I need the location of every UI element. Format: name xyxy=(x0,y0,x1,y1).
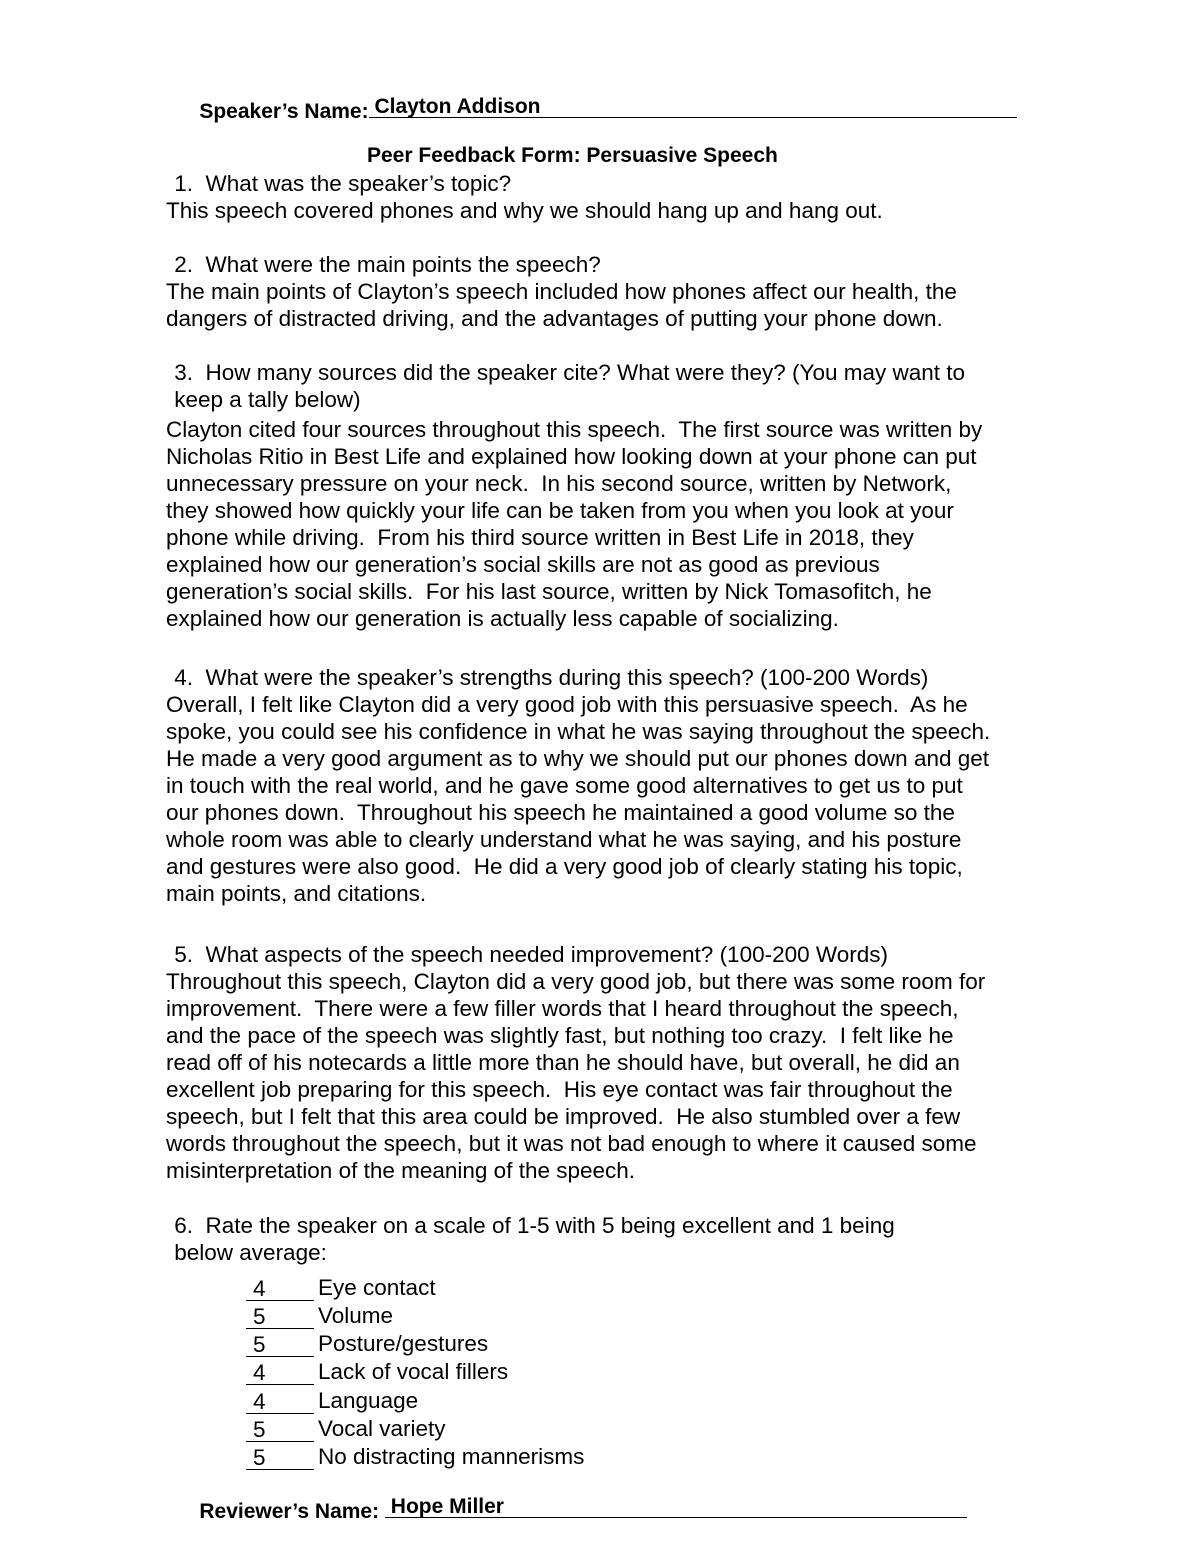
answer-4-line: main points, and citations. xyxy=(166,881,427,906)
rating-label: No distracting mannerisms xyxy=(318,1444,585,1469)
rating-label: Eye contact xyxy=(318,1275,436,1300)
rating-row-language xyxy=(246,1387,418,1414)
answer-5-line: excellent job preparing for this speech. His eye contact was fair throughout the xyxy=(166,1077,953,1102)
answer-3-line: explained how our generation is actually less capable of socializing. xyxy=(166,606,839,631)
rating-row-eye-contact xyxy=(246,1274,436,1301)
reviewer-name-row xyxy=(176,1472,967,1548)
answer-3-line: Clayton cited four sources throughout this speech. The first source was written by xyxy=(166,417,983,442)
rating-label: Posture/gestures xyxy=(318,1331,489,1356)
answer-5-line: improvement. There were a few filler words that I heard throughout the speech, xyxy=(166,996,959,1021)
question-6: 6. Rate the speaker on a scale of 1-5 with 5 being excellent and 1 being xyxy=(168,1213,895,1238)
question-4: 4. What were the speaker’s strengths during this speech? (100-200 Words) xyxy=(168,665,929,690)
question-2: 2. What were the main points the speech? xyxy=(168,252,601,277)
rating-score-field[interactable]: 4 xyxy=(246,1278,314,1301)
answer-3-line: they showed how quickly your life can be taken from you when you look at your xyxy=(166,498,954,523)
rating-label: Language xyxy=(318,1388,419,1413)
rating-label: Vocal variety xyxy=(318,1416,446,1441)
answer-4-line: He made a very good argument as to why we should put our phones down and get xyxy=(166,746,990,771)
rating-row-vocal-variety xyxy=(246,1415,446,1442)
question-6: below average: xyxy=(168,1240,327,1265)
answer-5-line: speech, but I felt that this area could be improved. He also stumbled over a few xyxy=(166,1104,961,1129)
answer-4-line: Overall, I felt like Clayton did a very good job with this persuasive speech. As he xyxy=(166,692,968,717)
form-title: Peer Feedback Form: Persuasive Speech xyxy=(367,144,778,167)
answer-2-line: The main points of Clayton’s speech included how phones affect our health, the xyxy=(166,279,957,304)
rating-row-vocal-fillers xyxy=(246,1358,508,1385)
speaker-name-value: Clayton Addison xyxy=(368,95,541,118)
rating-score-field[interactable]: 4 xyxy=(246,1391,314,1414)
answer-4-line: and gestures were also good. He did a very good job of clearly stating his topic, xyxy=(166,854,963,879)
answer-1-line: This speech covered phones and why we should hang up and hang out. xyxy=(166,198,883,223)
rating-row-mannerisms xyxy=(246,1443,584,1470)
rating-score-field[interactable]: 5 xyxy=(246,1334,314,1357)
answer-2-line: dangers of distracted driving, and the advantages of putting your phone down. xyxy=(166,306,943,331)
answer-5-line: misinterpretation of the meaning of the speech. xyxy=(166,1158,636,1183)
answer-3-line: explained how our generation’s social skills are not as good as previous xyxy=(166,552,880,577)
answer-4-line: whole room was able to clearly understand what he was saying, and his posture xyxy=(166,827,962,852)
answer-3-line: phone while driving. From his third source written in Best Life in 2018, they xyxy=(166,525,914,550)
answer-4-line: in touch with the real world, and he gave some good alternatives to get us to put xyxy=(166,773,963,798)
answer-3-line: Nicholas Ritio in Best Life and explained how looking down at your phone can put xyxy=(166,444,977,469)
answer-5-line: words throughout the speech, but it was not bad enough to where it caused some xyxy=(166,1131,977,1156)
question-1: 1. What was the speaker’s topic? xyxy=(168,171,512,196)
rating-score-field[interactable]: 5 xyxy=(246,1306,314,1329)
question-3: 3. How many sources did the speaker cite? What were they? (You may want to xyxy=(168,360,966,385)
answer-4-line: spoke, you could see his confidence in what he was saying throughout the speech. xyxy=(166,719,991,744)
question-3: keep a tally below) xyxy=(168,387,361,412)
answer-5-line: and the pace of the speech was slightly fast, but nothing too crazy. I felt like he xyxy=(166,1023,954,1048)
rating-score-field[interactable]: 4 xyxy=(246,1362,314,1385)
reviewer-name-value: Hope Miller xyxy=(384,1495,504,1518)
question-5: 5. What aspects of the speech needed improvement? (100-200 Words) xyxy=(168,942,888,967)
speaker-name-row xyxy=(176,72,1017,148)
reviewer-name-label: Reviewer’s Name: xyxy=(199,1500,380,1523)
reviewer-name-field[interactable] xyxy=(385,1496,967,1518)
answer-5-line: read off of his notecards a little more than he should have, but overall, he did an xyxy=(166,1050,960,1075)
speaker-name-field[interactable] xyxy=(369,96,1017,118)
rating-label: Lack of vocal fillers xyxy=(318,1359,509,1384)
answer-5-line: Throughout this speech, Clayton did a very good job, but there was some room for xyxy=(166,969,986,994)
rating-score-field[interactable]: 5 xyxy=(246,1419,314,1442)
rating-row-posture xyxy=(246,1330,488,1357)
rating-label: Volume xyxy=(318,1303,394,1328)
answer-4-line: our phones down. Throughout his speech he maintained a good volume so the xyxy=(166,800,955,825)
rating-score-field[interactable]: 5 xyxy=(246,1447,314,1470)
speaker-name-label: Speaker’s Name: xyxy=(199,100,369,123)
answer-3-line: unnecessary pressure on your neck. In his second source, written by Network, xyxy=(166,471,952,496)
rating-row-volume xyxy=(246,1302,393,1329)
answer-3-line: generation’s social skills. For his last source, written by Nick Tomasofitch, he xyxy=(166,579,932,604)
